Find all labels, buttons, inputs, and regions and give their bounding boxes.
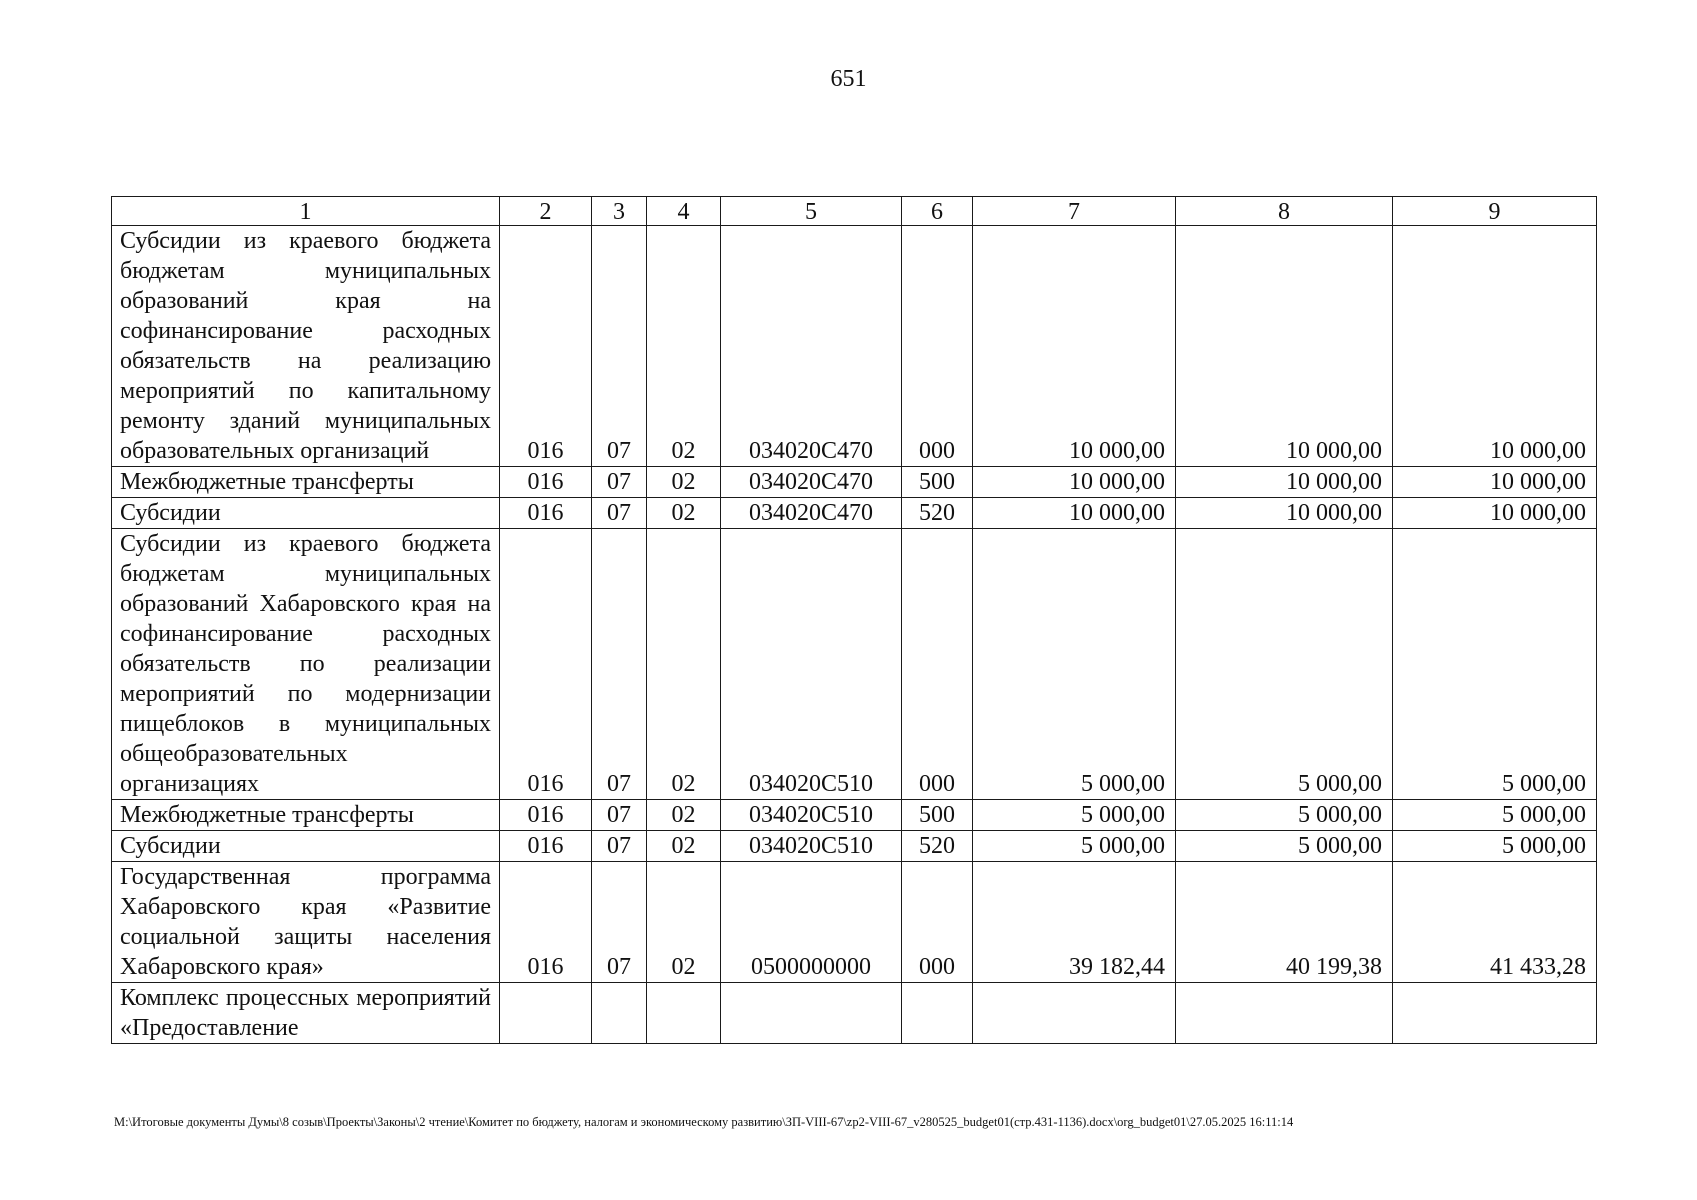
row-amount-col7: 10 000,00 (973, 226, 1176, 467)
col-header-3: 3 (592, 197, 647, 226)
table-row (112, 529, 1597, 800)
table-row (112, 800, 1597, 831)
row-section: 07 (592, 800, 647, 831)
row-section (592, 983, 647, 1044)
col-header-6: 6 (902, 197, 973, 226)
row-name: Субсидии (112, 498, 500, 529)
row-ministry-code (500, 983, 592, 1044)
col-header-5: 5 (721, 197, 902, 226)
row-name: Государственная программа Хабаровского края «Развитие социальной защиты населения Хабаровского края» (112, 862, 500, 983)
row-ministry-code: 016 (500, 800, 592, 831)
col-header-7: 7 (973, 197, 1176, 226)
page-number: 651 (830, 66, 867, 92)
row-amount-col7: 39 182,44 (973, 862, 1176, 983)
row-name: Межбюджетные трансферты (112, 800, 500, 831)
budget-table (111, 196, 1597, 1044)
row-amount-col8: 5 000,00 (1176, 529, 1393, 800)
row-subsection: 02 (647, 498, 721, 529)
row-expense-type: 500 (902, 800, 973, 831)
row-amount-col7 (973, 983, 1176, 1044)
row-amount-col9: 5 000,00 (1393, 831, 1597, 862)
row-name: Субсидии из краевого бюджета бюджетам муниципальных образований края на софинансирование расходных обязательств на реализацию мероприятий по капитальному ремонту зданий муниципальных образовательных организаций (112, 226, 500, 467)
row-amount-col8: 10 000,00 (1176, 467, 1393, 498)
row-amount-col7: 5 000,00 (973, 529, 1176, 800)
row-target-article: 034020С470 (721, 467, 902, 498)
col-header-1: 1 (112, 197, 500, 226)
row-section: 07 (592, 226, 647, 467)
row-name: Комплекс процессных мероприятий «Предоставление (112, 983, 500, 1044)
row-expense-type: 500 (902, 467, 973, 498)
row-amount-col9: 10 000,00 (1393, 467, 1597, 498)
row-amount-col7: 10 000,00 (973, 498, 1176, 529)
row-subsection (647, 983, 721, 1044)
row-expense-type: 000 (902, 529, 973, 800)
table-row (112, 226, 1597, 467)
row-target-article: 034020С510 (721, 800, 902, 831)
row-expense-type: 520 (902, 498, 973, 529)
row-ministry-code: 016 (500, 498, 592, 529)
row-name: Субсидии из краевого бюджета бюджетам муниципальных образований Хабаровского края на софинансирование расходных обязательств по реализации мероприятий по модернизации пищеблоков в муниципальных общеобразовательных организациях (112, 529, 500, 800)
row-expense-type: 000 (902, 226, 973, 467)
row-target-article: 034020С510 (721, 529, 902, 800)
row-ministry-code: 016 (500, 226, 592, 467)
table-row (112, 498, 1597, 529)
table-header-row (112, 197, 1597, 226)
col-header-8: 8 (1176, 197, 1393, 226)
row-ministry-code: 016 (500, 529, 592, 800)
row-amount-col8: 40 199,38 (1176, 862, 1393, 983)
row-section: 07 (592, 831, 647, 862)
row-subsection: 02 (647, 467, 721, 498)
row-amount-col9: 5 000,00 (1393, 529, 1597, 800)
row-amount-col8: 5 000,00 (1176, 800, 1393, 831)
col-header-2: 2 (500, 197, 592, 226)
row-name: Субсидии (112, 831, 500, 862)
table-row (112, 467, 1597, 498)
col-header-9: 9 (1393, 197, 1597, 226)
row-target-article (721, 983, 902, 1044)
row-subsection: 02 (647, 800, 721, 831)
row-amount-col9: 41 433,28 (1393, 862, 1597, 983)
row-expense-type (902, 983, 973, 1044)
footer-file-path: M:\Итоговые документы Думы\8 созыв\Проекты\Законы\2 чтение\Комитет по бюджету, налогам и экономическому развитию\ЗП-VIII-67\zp2-VIII-67_v280525_budget01(стр.431-1136).docx\org_budget01\27.05.2025 16:11:14 (114, 1115, 1294, 1129)
row-ministry-code: 016 (500, 467, 592, 498)
row-amount-col8: 5 000,00 (1176, 831, 1393, 862)
row-subsection: 02 (647, 226, 721, 467)
row-amount-col9 (1393, 983, 1597, 1044)
row-amount-col9: 5 000,00 (1393, 800, 1597, 831)
row-subsection: 02 (647, 831, 721, 862)
row-subsection: 02 (647, 862, 721, 983)
row-amount-col8: 10 000,00 (1176, 498, 1393, 529)
row-amount-col9: 10 000,00 (1393, 226, 1597, 467)
row-amount-col9: 10 000,00 (1393, 498, 1597, 529)
row-target-article: 034020С470 (721, 498, 902, 529)
table-row (112, 831, 1597, 862)
row-expense-type: 000 (902, 862, 973, 983)
table-row (112, 862, 1597, 983)
table-row (112, 983, 1597, 1044)
row-target-article: 034020С510 (721, 831, 902, 862)
row-ministry-code: 016 (500, 831, 592, 862)
row-target-article: 0500000000 (721, 862, 902, 983)
row-section: 07 (592, 862, 647, 983)
row-target-article: 034020С470 (721, 226, 902, 467)
row-amount-col7: 5 000,00 (973, 831, 1176, 862)
row-subsection: 02 (647, 529, 721, 800)
row-section: 07 (592, 529, 647, 800)
row-name: Межбюджетные трансферты (112, 467, 500, 498)
row-section: 07 (592, 498, 647, 529)
row-ministry-code: 016 (500, 862, 592, 983)
row-expense-type: 520 (902, 831, 973, 862)
row-amount-col8: 10 000,00 (1176, 226, 1393, 467)
row-amount-col7: 5 000,00 (973, 800, 1176, 831)
col-header-4: 4 (647, 197, 721, 226)
row-section: 07 (592, 467, 647, 498)
row-amount-col8 (1176, 983, 1393, 1044)
row-amount-col7: 10 000,00 (973, 467, 1176, 498)
